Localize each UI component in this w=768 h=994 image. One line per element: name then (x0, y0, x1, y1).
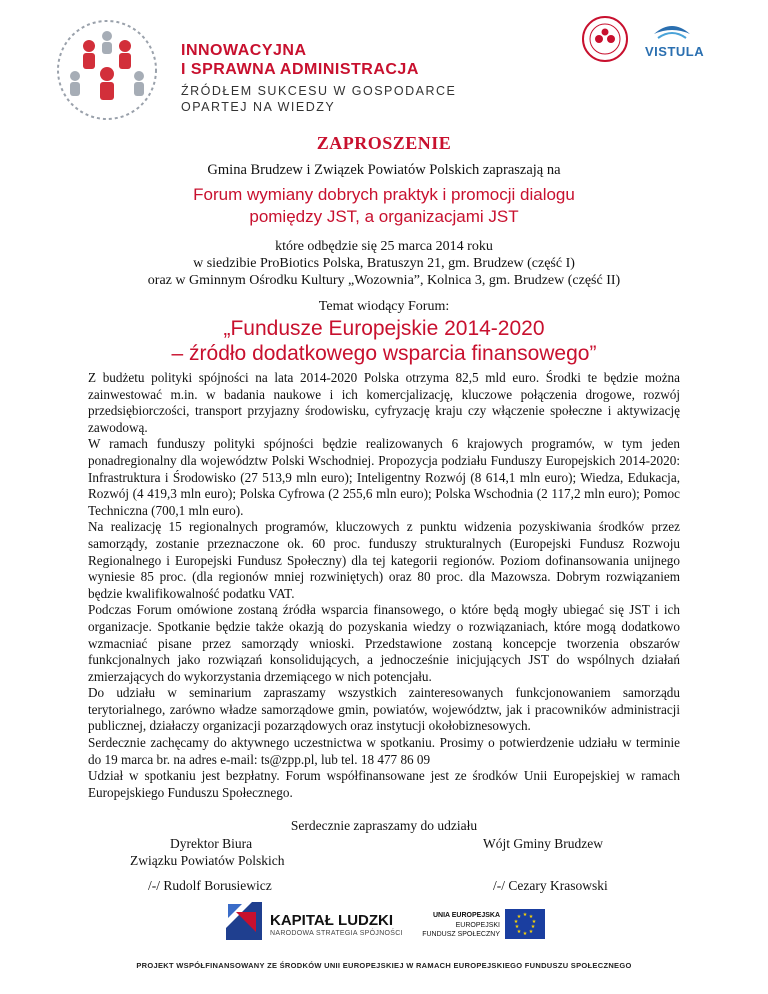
forum-title-line2: pomiędzy JST, a organizacjami JST (249, 207, 519, 226)
invitation-intro: Gmina Brudzew i Związek Powiatów Polskich zapraszają na (207, 162, 561, 178)
svg-text:★: ★ (522, 931, 528, 937)
kapital-ludzki-subtitle: NARODOWA STRATEGIA SPÓJNOŚCI (270, 930, 403, 937)
svg-text:★: ★ (516, 914, 522, 920)
header-subtitle-line1: ŹRÓDŁEM SUKCESU W GOSPODARCE (181, 84, 457, 98)
svg-text:★: ★ (528, 929, 534, 935)
body-paragraph: Udział w spotkaniu jest bezpłatny. Forum współfinansowane jest ze środków Unii Europejskiej w ramach Europejskiego Funduszu Społecznego. (88, 768, 680, 800)
header-title-line2: I SPRAWNA ADMINISTRACJA (181, 61, 419, 78)
theme-title-line2: – źródło dodatkowego wsparcia finansowego” (171, 342, 597, 365)
event-details-line1: które odbędzie się 25 marca 2014 roku (275, 239, 493, 254)
body-text (88, 370, 680, 801)
partner-logo-stamp (580, 14, 630, 64)
project-logo-circle (55, 18, 159, 122)
eu-label-line2: EUROPEJSKI (455, 922, 500, 929)
svg-text:★: ★ (531, 919, 537, 925)
theme-title-line1: „Fundusze Europejskie 2014-2020 (223, 317, 545, 340)
svg-text:★: ★ (513, 919, 519, 925)
forum-title-line1: Forum wymiany dobrych praktyk i promocji dialogu (193, 185, 575, 204)
right-signatory-title: Wójt Gminy Brudzew (483, 836, 603, 851)
svg-text:★: ★ (530, 924, 536, 930)
event-details-line2: w siedzibie ProBiotics Polska, Bratuszyn 21, gm. Brudzew (część I) (193, 256, 575, 271)
eu-label-line1: UNIA EUROPEJSKA (432, 912, 500, 919)
kapital-ludzki-title: KAPITAŁ LUDZKI (270, 912, 394, 929)
header-subtitle-line2: OPARTEJ NA WIEDZY (181, 100, 336, 114)
footer-funding-note: PROJEKT WSPÓŁFINANSOWANY ZE ŚRODKÓW UNII EUROPEJSKIEJ W RAMACH EUROPEJSKIEGO FUNDUSZU SPOŁECZNEGO (136, 961, 632, 970)
svg-text:★: ★ (528, 914, 534, 920)
body-paragraph: Do udziału w seminarium zapraszamy wszystkich zainteresowanych funkcjonowaniem samorządu terytorialnego, zarówno władze samorządowe gmin, powiatów, województw, jak i pracowników administracji publicznej, działaczy organizacji pozarządowych oraz instytucji okołobiznesowych. (88, 685, 680, 734)
eu-label-line3: FUNDUSZ SPOŁECZNY (422, 931, 500, 938)
body-paragraph: Serdecznie zachęcamy do aktywnego uczestnictwa w spotkaniu. Prosimy o potwierdzenie udziału w terminie do 19 marca br. na adres e-mail: ts@zpp.pl, lub tel. 18 477 86 09 (88, 735, 680, 767)
svg-text:★: ★ (516, 929, 522, 935)
svg-text:★: ★ (522, 912, 528, 918)
header-title-line1: INNOWACYJNA (181, 42, 307, 59)
left-signatory-org: Związku Powiatów Polskich (130, 853, 285, 868)
closing-invite: Serdecznie zapraszamy do udziału (290, 818, 478, 833)
eu-flag-icon (505, 909, 545, 939)
body-paragraph: Podczas Forum omówione zostaną źródła wsparcia finansowego, o które będą mogły ubiegać się JST i ich organizacje. Spotkanie będzie także okazją do pozyskania wiedzy o rozwiązaniach, które mogą dodatkowo wzmacniać pisane przez samorządy wnioski. Przedstawione zostaną koncepcje tworzenia obszarów funkcjonalnych jako rozwiązań konsolidujących, a jednocześnie inicjujących JST do wspólnych działań zmierzających do wykorzystania drzemiącego w nich potencjału. (88, 602, 680, 684)
right-signature: /-/ Cezary Krasowski (493, 878, 608, 893)
theme-label: Temat wiodący Forum: (318, 299, 450, 314)
left-signature: /-/ Rudolf Borusiewicz (148, 878, 272, 893)
vistula-logo-text: VISTULA (645, 44, 705, 59)
vistula-logo-icon (652, 22, 692, 44)
body-paragraph: Z budżetu polityki spójności na lata 2014-2020 Polska otrzyma 82,5 mld euro. Środki te będzie można zainwestować m.in. w badania naukowe i ich komercjalizację, kluczowe połączenia drogowe, rozwój przedsiębiorczości, transport przyjazny środowisku, cyfryzację kraju czy włączenie społeczne i aktywizację zawodową. (88, 370, 680, 435)
body-paragraph: W ramach funduszy polityki spójności będzie realizowanych 6 krajowych programów, w tym jeden ponadregionalny dla województw Polski Wschodniej. Propozycja podziału Funduszy Europejskich 2014-2020: Infrastruktura i Środowisko (27 513,9 mln euro); Inteligentny Rozwój (8 614,1 mln euro); Wiedza, Edukacja, Rozwój (4 419,3 mln euro); Polska Cyfrowa (2 255,6 mln euro); Polska Wschodnia (2 117,2 mln euro); Pomoc Techniczna (700,1 mln euro). (88, 436, 680, 518)
invitation-heading: ZAPROSZENIE (316, 133, 452, 153)
left-signatory-title: Dyrektor Biura (170, 836, 253, 851)
event-details-line3: oraz w Gminnym Ośrodku Kultury „Wozownia”, Kolnica 3, gm. Brudzew (część II) (147, 273, 621, 288)
kapital-ludzki-emblem (222, 898, 266, 944)
svg-text:★: ★ (514, 924, 520, 930)
body-paragraph: Na realizację 15 regionalnych programów, kluczowych z punktu widzenia pozyskiwania środków przez samorządy, zostanie przeznaczone ok. 60 proc. funduszy strukturalnych (Europejski Fundusz Rozwoju Regionalnego i Europejski Fundusz Społeczny) dla tej kategorii regionów. Poziom dofinansowania unijnego wyniesie 85 proc. (dla regionów mniej rozwiniętych) oraz 80 proc. dla Mazowsza. Dobrym rozwiązaniem będzie kwalifikowalność podatku VAT. (88, 519, 680, 601)
